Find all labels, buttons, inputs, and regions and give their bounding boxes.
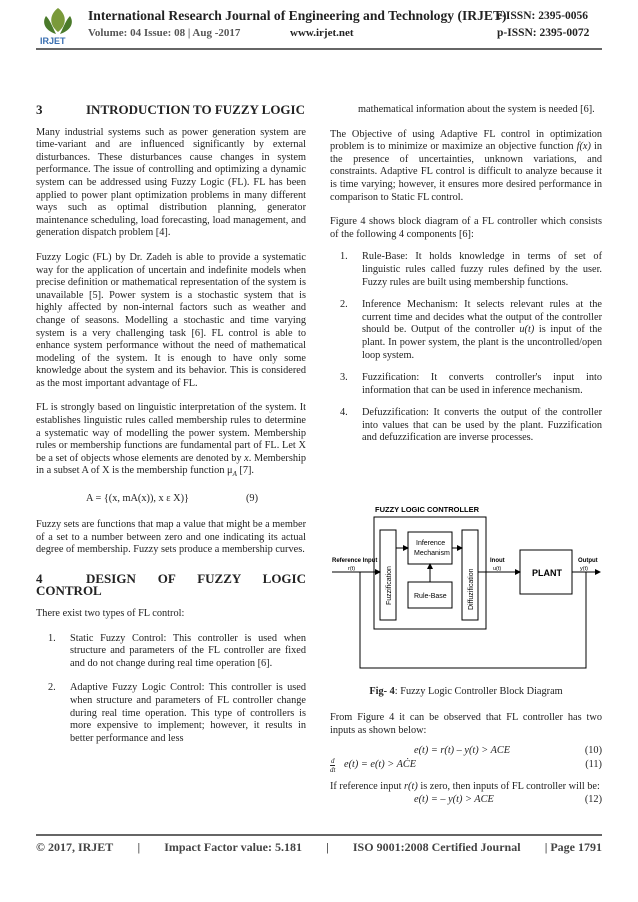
p3-sub: A	[232, 470, 237, 479]
eissn: e-ISSN: 2395-0056	[497, 10, 589, 22]
equation-9-number: (9)	[246, 493, 259, 505]
inference-label-2: Mechanism	[414, 550, 450, 557]
fuzzy-controller-diagram	[330, 500, 602, 680]
rulebase-label: Rule-Base	[414, 593, 447, 600]
inference-label-1: Inference	[416, 540, 446, 547]
equation-11-number: (11)	[585, 759, 602, 771]
footer-separator: |	[326, 840, 329, 854]
equation-12	[330, 794, 602, 808]
list-item-static	[48, 633, 306, 671]
list-text	[362, 299, 602, 362]
inout-label: Inout	[490, 558, 505, 564]
equation-9-body: A = {(x, mA(x)), x ε X)}	[86, 493, 189, 505]
list-text: Static Fuzzy Control: This controller is used when structure and parameters of the FL controller are fixed and do not change during real time operation [6].	[70, 632, 306, 669]
right-column-bottom	[330, 712, 602, 808]
y-symbol: y(t)	[580, 566, 588, 572]
list-number: 1.	[340, 251, 348, 263]
footer-copyright: © 2017, IRJET	[36, 840, 114, 854]
pissn: p-ISSN: 2395-0072	[497, 27, 590, 39]
list-item-rulebase	[340, 251, 602, 289]
volume-issue: Volume: 04 Issue: 08 | Aug -2017	[88, 27, 241, 39]
footer-impact: Impact Factor value: 5.181	[164, 840, 302, 854]
diagram-title: FUZZY LOGIC CONTROLLER	[375, 505, 480, 514]
header-rule	[36, 48, 602, 50]
paragraph-two-inputs: From Figure 4 it can be observed that FL controller has two inputs as shown below:	[330, 712, 602, 736]
obj-text-a: The Objective of using Adaptive FL control in optimization problem is to minimize or maximize an objective function	[330, 128, 602, 153]
list-item-defuzzification	[340, 407, 602, 445]
section-4-number: 4	[36, 570, 43, 586]
equation-11-fraction	[330, 757, 335, 774]
inference-box	[408, 532, 452, 564]
figure-caption-text: : Fuzzy Logic Controller Block Diagram	[394, 686, 563, 697]
p3-x: x	[244, 452, 249, 464]
figure-label: Fig- 4	[369, 686, 395, 697]
fraction-bottom: dt	[330, 766, 336, 775]
list-item-adaptive	[48, 682, 306, 745]
list-number: 4.	[340, 407, 348, 419]
zero-ref-text-a: If reference input	[330, 781, 405, 793]
footer	[36, 840, 602, 855]
section-3-number: 3	[36, 102, 43, 117]
list-text: Rule-Base: It holds knowledge in terms of set of linguistic rules called fuzzy rules defined by the user. Fuzzy rules are built using membership functions.	[362, 251, 602, 288]
equation-9	[36, 493, 306, 507]
footer-separator: |	[137, 840, 141, 854]
defuzzification-label: Diffuzification	[468, 568, 475, 610]
equation-10	[330, 745, 602, 759]
footer-separator: |	[544, 840, 548, 854]
zero-ref-r: r(t)	[404, 781, 418, 793]
list-text: Adaptive Fuzzy Logic Control: This controller is used when structure and parameters of FL controller change during real time operation. This type of controllers is more expensive to implement; however, it results in better performance and less	[70, 682, 306, 744]
equation-11-body: e(t) = e(t) > AĊE	[344, 759, 417, 771]
list-text: Defuzzification: It converts the output of the controller into values that can be used by the plant. Fuzzification and defuzzification are inverse processes.	[362, 407, 602, 444]
paragraph-continued: mathematical information about the system is needed [6].	[358, 104, 595, 115]
footer-page	[545, 840, 602, 855]
zero-ref-text-b: is zero, then inputs of FL controller will be:	[417, 781, 600, 793]
paragraph-intro-1: Many industrial systems such as power generation system are time-variant and are influenced significantly by external disturbances. These disturbances cause changes in system performance. The issue of controlling and optimizing a dynamic system can be addressed using Fuzzy Logic (FL). FL has been applied to power plant optimization problems in many different ways such as optimal distribution planning, generator maintenance scheduling, load forecasting, load management, and generation dispatch problem [4].	[36, 126, 306, 239]
p3-text-c: [7].	[236, 465, 254, 477]
inference-text-b: is input of the plant. In power system, the plant is the uncontrolled/open loop system.	[362, 324, 602, 361]
list-number: 3.	[340, 372, 348, 384]
obj-text-b: in the presence of uncertainties, unknown variations, and constraints. Adaptive FL control is difficult to analyze because it is time varying; however, it ensures more desired performance in comparison to Static FL control.	[330, 141, 602, 203]
obj-fx: f(x)	[576, 141, 591, 153]
fraction-top: d	[330, 757, 335, 766]
ref-input-label: Reference Input	[332, 558, 378, 564]
output-label: Output	[578, 558, 598, 564]
inference-u: u(t)	[519, 324, 535, 336]
paragraph-intro-4: Fuzzy sets are functions that map a value that might be a member of a set to a number between zero and one indicating its actual degree of membership. Fuzzy sets produce a membership curves.	[36, 519, 306, 556]
footer-rule	[36, 834, 602, 836]
list-item-fuzzification	[340, 372, 602, 397]
logo-text: IRJET	[40, 36, 66, 46]
list-number: 1.	[48, 632, 56, 644]
equation-12-body: e(t) = – y(t) > ACE	[414, 793, 494, 805]
p3-text-a: FL is strongly based on linguistic interpretation of the system. It establishes linguistic rules called membership rules to determine a systematic way of modelling the power system. Membership rules or membership functions are fundamental part of FL. Let X be a set of objects whose elements are denoted by	[36, 402, 306, 464]
equation-10-number: (10)	[584, 745, 602, 757]
equation-10-body: e(t) = r(t) – y(t) > ACE	[414, 745, 511, 757]
p3-text-b: . Membership in a subset A of X is the membership function μ	[36, 452, 306, 477]
equation-12-number: (12)	[584, 793, 602, 805]
figure-caption	[330, 686, 602, 699]
section-4-title: DESIGN OF FUZZY LOGIC CONTROL	[36, 570, 306, 599]
paragraph-objective	[330, 129, 602, 205]
paragraph-zero-ref	[330, 781, 602, 794]
section-3-title: INTRODUCTION TO FUZZY LOGIC	[86, 102, 305, 117]
equation-11	[330, 759, 602, 777]
footer-iso: ISO 9001:2008 Certified Journal	[352, 840, 521, 854]
list-item-inference	[340, 299, 602, 362]
plant-label: PLANT	[532, 568, 562, 578]
list-number: 2.	[48, 682, 56, 694]
paragraph-design-1: There exist two types of FL control:	[36, 608, 185, 620]
list-number: 2.	[340, 299, 348, 311]
u-symbol: u(t)	[493, 566, 502, 572]
footer-page-number: Page 1791	[550, 840, 602, 854]
paragraph-intro-2: Fuzzy Logic (FL) by Dr. Zadeh is able to provide a systematic way for the application of uncertain and indefinite models when precise definition or mathematical representation of the system is unavailable [5]. Power system is a stochastic system that is highly affected by non-internal factors such as weather and change of seasons. Modelling a stochastic and time varying system is a very challenging task [6]. FL control is able to enhance system performance without the need of mathematical modeling of the system. It is enough to have only some knowledge about the system and its behavior. This is considered as the most important advantage of FL.	[36, 251, 306, 389]
website: www.irjet.net	[290, 27, 354, 39]
paragraph-figure-intro: Figure 4 shows block diagram of a FL controller which consists of the following 4 components [6]:	[330, 216, 602, 240]
journal-title: International Research Journal of Engineering and Technology (IRJET)	[88, 8, 507, 23]
right-column-top	[330, 104, 602, 445]
inference-text-a: Inference Mechanism: It selects relevant rules at the current time and decides what the output of the controller should be. Output of the controller	[362, 299, 602, 336]
fuzzification-label: Fuzzification	[386, 566, 393, 605]
paragraph-intro-3	[36, 402, 306, 481]
ref-input-symbol: r(t)	[348, 566, 356, 572]
section-3-heading	[36, 104, 306, 117]
left-column	[36, 104, 306, 745]
section-4-heading	[36, 570, 306, 599]
list-text: Fuzzification: It converts controller's input into information that can be used in inference mechanism.	[362, 372, 602, 396]
